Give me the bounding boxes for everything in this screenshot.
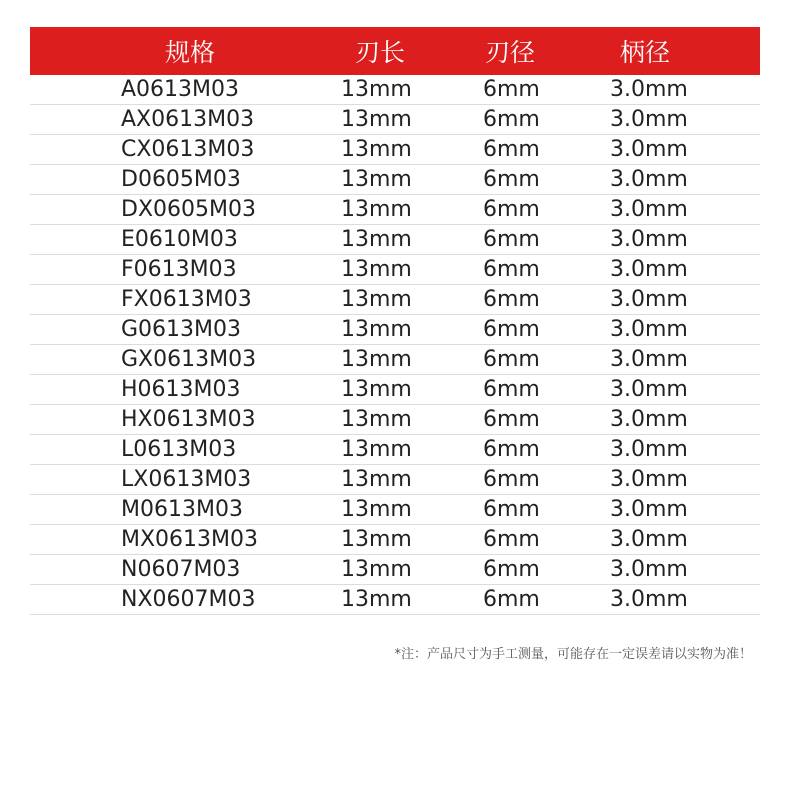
table-row (30, 135, 760, 165)
table-row (30, 435, 760, 465)
cell-spec: CX0613M03 (121, 137, 255, 162)
cell-spec: DX0605M03 (121, 197, 256, 222)
cell-shank-diameter: 3.0mm (610, 467, 688, 492)
table-row (30, 405, 760, 435)
cell-blade-diameter: 6mm (483, 137, 540, 162)
cell-shank-diameter: 3.0mm (610, 227, 688, 252)
table-header (30, 27, 760, 75)
cell-shank-diameter: 3.0mm (610, 497, 688, 522)
cell-blade-length: 13mm (341, 167, 412, 192)
cell-blade-length: 13mm (341, 497, 412, 522)
cell-blade-length: 13mm (341, 287, 412, 312)
cell-spec: M0613M03 (121, 497, 243, 522)
cell-blade-length: 13mm (341, 527, 412, 552)
cell-spec: L0613M03 (121, 437, 237, 462)
measurement-note: *注：产品尺寸为手工测量，可能存在一定误差请以实物为准！ (394, 647, 752, 662)
cell-shank-diameter: 3.0mm (610, 137, 688, 162)
cell-spec: H0613M03 (121, 377, 241, 402)
cell-spec: MX0613M03 (121, 527, 259, 552)
cell-blade-length: 13mm (341, 227, 412, 252)
cell-shank-diameter: 3.0mm (610, 437, 688, 462)
cell-shank-diameter: 3.0mm (610, 527, 688, 552)
cell-blade-diameter: 6mm (483, 467, 540, 492)
cell-blade-diameter: 6mm (483, 227, 540, 252)
cell-blade-length: 13mm (341, 197, 412, 222)
cell-spec: GX0613M03 (121, 347, 257, 372)
cell-blade-length: 13mm (341, 257, 412, 282)
cell-blade-diameter: 6mm (483, 257, 540, 282)
cell-spec: HX0613M03 (121, 407, 256, 432)
cell-spec: AX0613M03 (121, 107, 255, 132)
cell-blade-length: 13mm (341, 377, 412, 402)
spec-table (30, 27, 760, 615)
table-row (30, 195, 760, 225)
cell-shank-diameter: 3.0mm (610, 317, 688, 342)
cell-blade-length: 13mm (341, 467, 412, 492)
cell-blade-diameter: 6mm (483, 437, 540, 462)
table-row (30, 585, 760, 615)
header-blade-length: 刃长 (354, 38, 405, 67)
cell-shank-diameter: 3.0mm (610, 347, 688, 372)
header-shank-diameter: 柄径 (619, 38, 670, 67)
cell-blade-diameter: 6mm (483, 527, 540, 552)
cell-blade-length: 13mm (341, 437, 412, 462)
cell-blade-length: 13mm (341, 587, 412, 612)
cell-spec: G0613M03 (121, 317, 242, 342)
cell-blade-diameter: 6mm (483, 317, 540, 342)
cell-blade-diameter: 6mm (483, 107, 540, 132)
table-row (30, 255, 760, 285)
table-row (30, 315, 760, 345)
cell-spec: D0605M03 (121, 167, 241, 192)
cell-spec: NX0607M03 (121, 587, 256, 612)
cell-blade-diameter: 6mm (483, 167, 540, 192)
table-row (30, 165, 760, 195)
cell-spec: E0610M03 (121, 227, 238, 252)
cell-blade-length: 13mm (341, 317, 412, 342)
cell-shank-diameter: 3.0mm (610, 77, 688, 102)
cell-blade-length: 13mm (341, 77, 412, 102)
header-spec: 规格 (164, 38, 215, 67)
cell-blade-diameter: 6mm (483, 377, 540, 402)
cell-shank-diameter: 3.0mm (610, 587, 688, 612)
cell-shank-diameter: 3.0mm (610, 557, 688, 582)
cell-spec: N0607M03 (121, 557, 241, 582)
cell-blade-length: 13mm (341, 347, 412, 372)
table-body (30, 75, 760, 615)
cell-shank-diameter: 3.0mm (610, 407, 688, 432)
cell-shank-diameter: 3.0mm (610, 257, 688, 282)
table-row (30, 555, 760, 585)
cell-blade-diameter: 6mm (483, 497, 540, 522)
table-row (30, 285, 760, 315)
cell-shank-diameter: 3.0mm (610, 197, 688, 222)
cell-blade-length: 13mm (341, 137, 412, 162)
table-row (30, 375, 760, 405)
cell-shank-diameter: 3.0mm (610, 167, 688, 192)
cell-shank-diameter: 3.0mm (610, 287, 688, 312)
cell-blade-diameter: 6mm (483, 347, 540, 372)
cell-blade-diameter: 6mm (483, 77, 540, 102)
table-row (30, 465, 760, 495)
cell-shank-diameter: 3.0mm (610, 377, 688, 402)
cell-blade-length: 13mm (341, 557, 412, 582)
table-row (30, 345, 760, 375)
cell-blade-diameter: 6mm (483, 287, 540, 312)
cell-spec: F0613M03 (121, 257, 237, 282)
cell-blade-length: 13mm (341, 107, 412, 132)
table-row (30, 495, 760, 525)
header-blade-diameter: 刃径 (484, 38, 535, 67)
cell-spec: LX0613M03 (121, 467, 252, 492)
cell-blade-diameter: 6mm (483, 197, 540, 222)
cell-blade-diameter: 6mm (483, 557, 540, 582)
cell-blade-diameter: 6mm (483, 407, 540, 432)
cell-shank-diameter: 3.0mm (610, 107, 688, 132)
table-row (30, 225, 760, 255)
cell-spec: A0613M03 (121, 77, 240, 102)
table-row (30, 75, 760, 105)
table-row (30, 105, 760, 135)
cell-blade-diameter: 6mm (483, 587, 540, 612)
table-row (30, 525, 760, 555)
cell-blade-length: 13mm (341, 407, 412, 432)
cell-spec: FX0613M03 (121, 287, 252, 312)
